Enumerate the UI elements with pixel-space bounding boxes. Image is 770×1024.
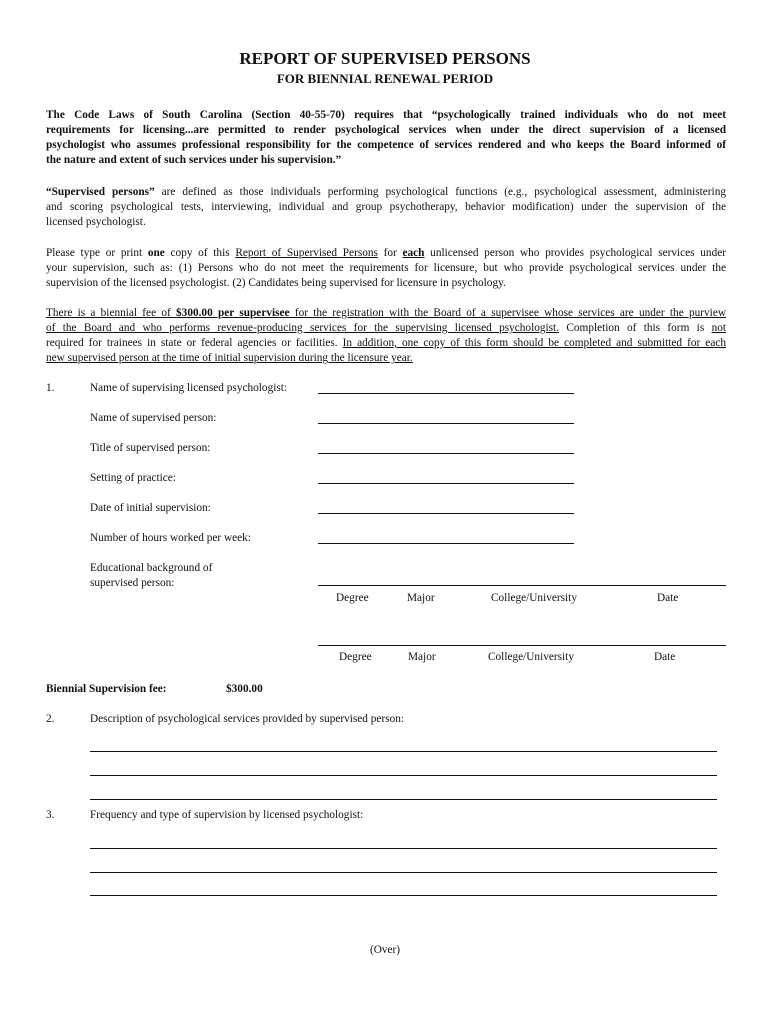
fee-notice-text: of the Board and who performs revenue-producing services for the supervising licensed psychologist. [46, 322, 560, 334]
definition-text: are defined as those individuals performing psychological functions (e.g., psychological assessment, administering [154, 186, 726, 198]
over-note: (Over) [369, 944, 401, 956]
education-col-major: Major [408, 651, 436, 663]
supervision-frequency-line-3[interactable] [90, 895, 717, 896]
fee-notice-text: for the registration with the Board of a supervisee whose services are under the purview [289, 307, 726, 319]
education-label: supervised person: [90, 577, 175, 589]
section-2-number: 2. [46, 713, 55, 725]
instructions-text: copy of this [164, 247, 236, 259]
fee-notice-paragraph [46, 306, 726, 366]
field-label-setting: Setting of practice: [90, 472, 176, 484]
intro-line: the nature and extent of such services under his supervision.” [46, 154, 342, 166]
education-col-degree: Degree [336, 592, 369, 604]
initial-date-field[interactable] [318, 513, 574, 514]
fee-notice-line [46, 336, 726, 351]
fee-notice-line [46, 351, 726, 366]
emphasis-one: one [147, 247, 165, 259]
setting-field[interactable] [318, 483, 574, 484]
instructions-line: your supervision, such as: (1) Persons who do not meet the requirements for licensure, but who provide psychological services under the [46, 262, 726, 274]
education-col-college: College/University [491, 592, 577, 604]
supervision-frequency-line-1[interactable] [90, 848, 717, 849]
services-description-line-3[interactable] [90, 799, 717, 800]
title-field[interactable] [318, 453, 574, 454]
fee-notice-text: new supervised person at the time of initial supervision during the licensure year. [46, 352, 413, 364]
education-label: Educational background of [90, 562, 213, 574]
education-col-date: Date [657, 592, 679, 604]
education-col-degree: Degree [339, 651, 372, 663]
definition-paragraph [46, 185, 726, 230]
instructions-text: for [377, 247, 403, 259]
fee-notice-text: Completion of this form is [559, 322, 712, 334]
emphasis-each: each [402, 247, 425, 259]
section-2-label: Description of psychological services provided by supervised person: [90, 713, 405, 725]
field-label-supervised-person: Name of supervised person: [90, 412, 217, 424]
emphasis-not: not [711, 322, 726, 334]
supervised-person-field[interactable] [318, 423, 574, 424]
definition-line: and scoring psychological tests, interviewing, individual and group psychotherapy, behavior modification) under the supervision of the [46, 201, 726, 213]
report-name: Report of Supervised Persons [235, 247, 378, 259]
intro-line: psychologist who assumes professional responsibility for the competence of services rendered and who keeps the Board informed of [46, 139, 726, 151]
fee-notice-text: required for trainees in state or federal agencies or facilities. [46, 337, 343, 349]
services-description-line-2[interactable] [90, 775, 717, 776]
fee-amount: $300.00 per supervisee [176, 307, 290, 319]
intro-paragraph [46, 108, 726, 168]
intro-line: The Code Laws of South Carolina (Section 40-55-70) requires that “psychologically trained individuals who do not meet [46, 109, 726, 121]
intro-line: requirements for licensing...are permitted to render psychological services when under the direct supervision of a licensed [46, 124, 726, 136]
instructions-line [46, 246, 726, 261]
field-label-hours: Number of hours worked per week: [90, 532, 251, 544]
field-label-title: Title of supervised person: [90, 442, 211, 454]
section-3-label: Frequency and type of supervision by licensed psychologist: [90, 809, 364, 821]
section-1-number: 1. [46, 382, 55, 394]
supervising-psychologist-field[interactable] [318, 393, 574, 394]
page-subtitle: FOR BIENNIAL RENEWAL PERIOD [276, 71, 494, 86]
instructions-text: unlicensed person who provides psychological services under [424, 247, 726, 259]
field-label-supervising-psychologist: Name of supervising licensed psychologist: [90, 382, 288, 394]
education-col-date: Date [654, 651, 676, 663]
education-field-1[interactable] [318, 585, 726, 586]
definition-line [46, 185, 726, 200]
section-3-number: 3. [46, 809, 55, 821]
instructions-line: supervision of the licensed psychologist. (2) Candidates being supervised for licensure in psychology. [46, 277, 506, 289]
definition-term: “Supervised persons” [46, 186, 155, 198]
fee-amount-value: $300.00 [226, 683, 263, 695]
fee-notice-line [46, 321, 726, 336]
education-col-college: College/University [488, 651, 574, 663]
field-label-initial-date: Date of initial supervision: [90, 502, 211, 514]
education-col-major: Major [407, 592, 435, 604]
fee-label: Biennial Supervision fee: [46, 683, 167, 695]
services-description-line-1[interactable] [90, 751, 717, 752]
fee-notice-text: In addition, one copy of this form should be completed and submitted for each [342, 337, 726, 349]
instructions-text: Please type or print [46, 247, 148, 259]
supervision-frequency-line-2[interactable] [90, 872, 717, 873]
hours-field[interactable] [318, 543, 574, 544]
fee-notice-text: There is a biennial fee of [46, 307, 177, 319]
instructions-paragraph [46, 246, 726, 291]
definition-line: licensed psychologist. [46, 216, 146, 228]
education-field-2[interactable] [318, 645, 726, 646]
page-title: REPORT OF SUPERVISED PERSONS [239, 49, 531, 68]
fee-notice-line [46, 306, 726, 321]
